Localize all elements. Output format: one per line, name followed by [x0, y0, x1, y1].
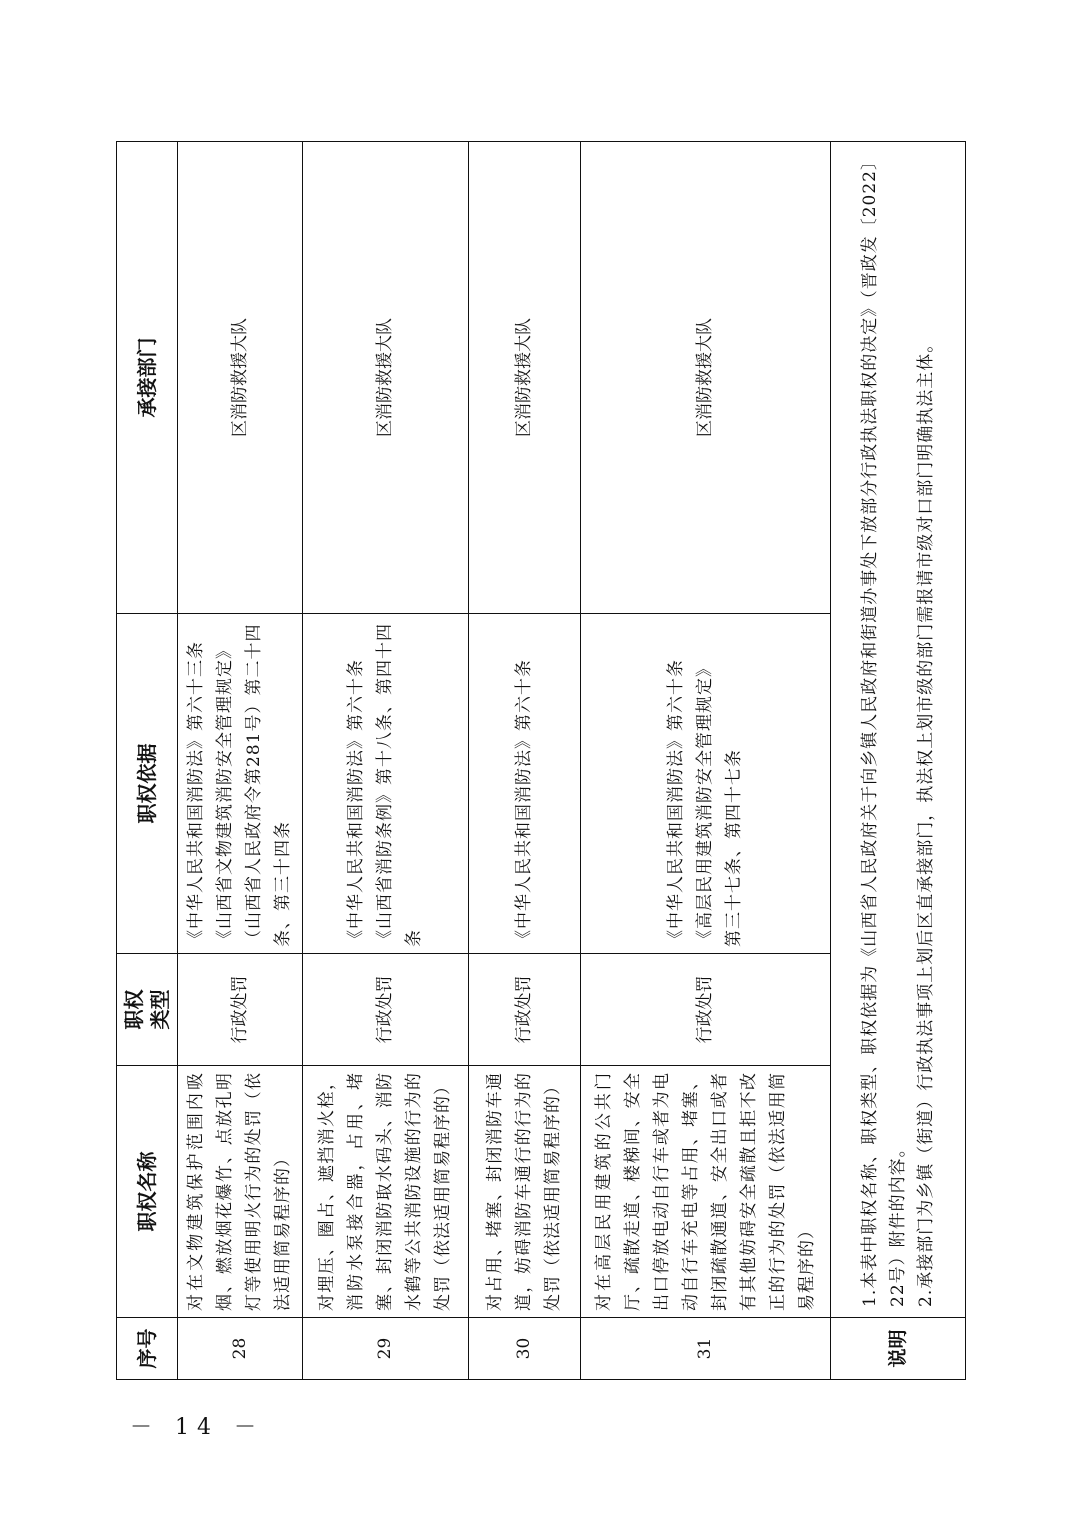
row-basis — [303, 614, 469, 954]
note-line: 1.本表中职权名称、职权类型、职权依据为《山西省人民政府关于向乡镇人民政府和街道办事处下放部分行政执法职权的决定》（晋政发〔2022〕22号）附件的内容。 — [860, 152, 908, 1307]
basis-line: 《中华人民共和国消防法》第六十条 — [666, 659, 686, 947]
note-row — [831, 142, 966, 1380]
header-type — [117, 954, 178, 1066]
row-type: 行政处罚 — [178, 954, 303, 1066]
note-label: 说明 — [831, 1318, 966, 1380]
row-seq: 28 — [178, 1318, 303, 1380]
table-row — [303, 142, 469, 1380]
rotated-table-container — [116, 142, 959, 1380]
authority-table — [116, 141, 966, 1380]
basis-line: 《中华人民共和国消防法》第六十三条 — [186, 641, 206, 947]
row-seq: 31 — [581, 1318, 831, 1380]
basis-line: 《山西省文物建筑消防安全管理规定》（山西省人民政府令第281号）第二十四条、第三十四条 — [215, 623, 293, 947]
row-dept: 区消防救援大队 — [303, 142, 469, 614]
basis-line: 《山西省消防条例》第十八条、第四十四条 — [375, 623, 424, 947]
table-header-row — [117, 142, 178, 1380]
header-type-line1: 职权 — [122, 989, 146, 1030]
table-row — [469, 142, 581, 1380]
row-seq: 30 — [469, 1318, 581, 1380]
row-type: 行政处罚 — [303, 954, 469, 1066]
basis-line: 《高层民用建筑消防安全管理规定》 — [695, 659, 715, 947]
page-number: － 14 － — [130, 1415, 264, 1440]
header-seq: 序号 — [117, 1318, 178, 1380]
header-basis: 职权依据 — [117, 614, 178, 954]
header-type-line2: 类型 — [148, 989, 172, 1030]
table-row — [178, 142, 303, 1380]
basis-line: 《中华人民共和国消防法》第六十条 — [346, 659, 366, 947]
row-dept: 区消防救援大队 — [469, 142, 581, 614]
row-dept: 区消防救援大队 — [178, 142, 303, 614]
row-dept: 区消防救援大队 — [581, 142, 831, 614]
note-line: 2.承接部门为乡镇（街道）行政执法事项上划后区直承接部门，执法权上划市级的部门需报请市级对口部门明确执法主体。 — [916, 334, 936, 1307]
row-name: 对占用、堵塞、封闭消防车通道，妨碍消防车通行的行为的处罚（依法适用简易程序的） — [469, 1066, 581, 1318]
row-name: 对在高层民用建筑的公共门厅、疏散走道、楼梯间、安全出口停放电动自行车或者为电动自行车充电等占用、堵塞、封闭疏散通道、安全出口或者有其他妨碍安全疏散且拒不改正的行为的处罚（依法适用简易程序的） — [581, 1066, 831, 1318]
row-basis — [469, 614, 581, 954]
row-name: 对在文物建筑保护范围内吸烟、燃放烟花爆竹、点放孔明灯等使用明火行为的处罚（依法适用简易程序的） — [178, 1066, 303, 1318]
note-content — [831, 142, 966, 1318]
basis-line: 第三十七条、第四十七条 — [724, 749, 744, 947]
row-type: 行政处罚 — [469, 954, 581, 1066]
row-type: 行政处罚 — [581, 954, 831, 1066]
row-seq: 29 — [303, 1318, 469, 1380]
header-name: 职权名称 — [117, 1066, 178, 1318]
header-dept: 承接部门 — [117, 142, 178, 614]
table-row — [581, 142, 831, 1380]
row-basis — [581, 614, 831, 954]
row-name: 对埋压、圈占、遮挡消火栓，消防水泵接合器，占用、堵塞、封闭消防取水码头、消防水鹤等公共消防设施的行为的处罚（依法适用简易程序的） — [303, 1066, 469, 1318]
basis-line: 《中华人民共和国消防法》第六十条 — [514, 659, 534, 947]
row-basis — [178, 614, 303, 954]
